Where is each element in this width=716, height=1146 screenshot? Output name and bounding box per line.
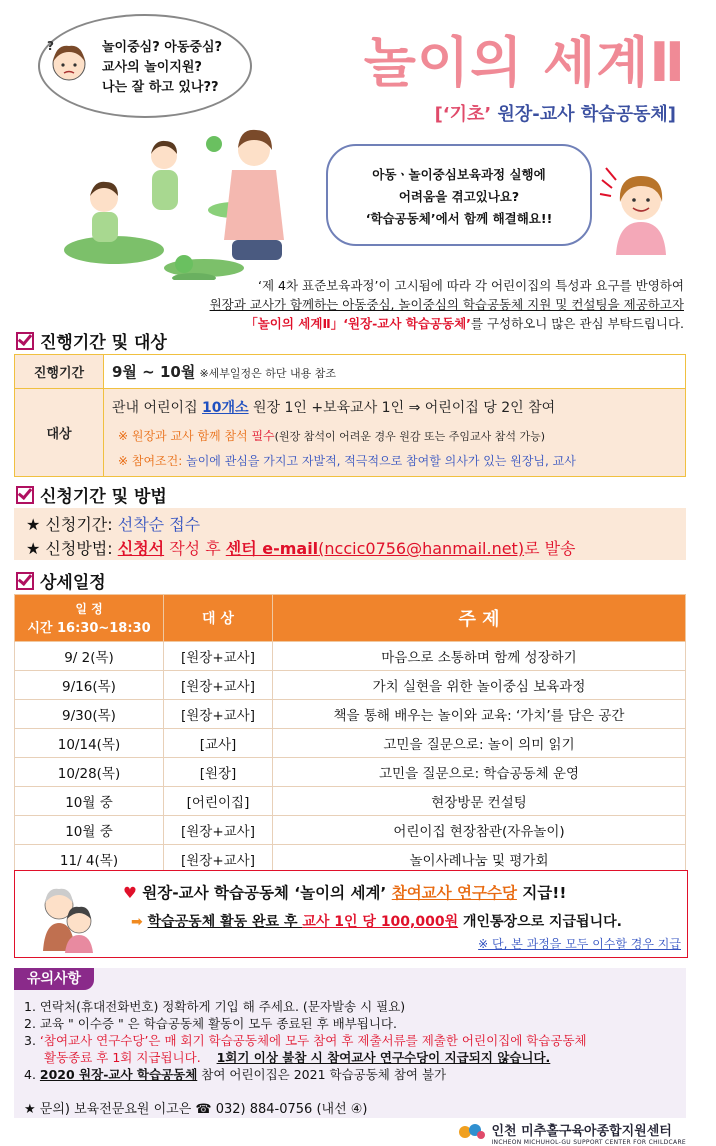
row-date: 9/16(목) [15,671,164,700]
row-target: [교사] [164,729,273,758]
section-title-text: 상세일정 [40,573,106,593]
row-date: 10월 중 [15,816,164,845]
row-date: 10월 중 [15,787,164,816]
intro-paragraph [84,276,684,333]
center-logo-icon [457,1120,487,1142]
stipend-highlight: 참여교사 연구수당 [391,884,517,902]
table-row [15,758,686,787]
target-label: 대상 [15,389,104,477]
checkbox-icon [16,486,34,504]
row-date: 9/ 2(목) [15,642,164,671]
note-red-text: 활동종료 후 1회 지급됩니다. [44,1050,201,1065]
note-item [24,1066,684,1083]
center-email-label: 센터 e-mail [225,539,319,558]
note-rest: (원장 참석이 어려운 경우 원감 또는 주임교사 참석 가능) [274,429,545,443]
note-number: 4. [24,1067,40,1082]
header-time-label: 시간 16:30~18:30 [27,621,151,636]
org-name-en: INCHEON MICHUHOL-GU SUPPORT CENTER FOR CHILDCARE [491,1139,686,1146]
period-value: 9월 ~ 10월 [112,363,196,381]
period-note: ※세부일정은 하단 내용 참조 [199,367,337,380]
row-topic: 가치 실현을 위한 놀이중심 보육과정 [273,671,686,700]
notes-tag: 유의사항 [14,968,94,990]
row-date: 9/30(목) [15,700,164,729]
apply-method-label: ★ 신청방법: [26,539,118,558]
target-text: 관내 어린이집 [112,399,203,416]
apply-period [26,512,200,535]
intro-line [84,314,684,333]
note-bold: 2020 원장-교사 학습공동체 [39,1067,198,1082]
row-topic: 마음으로 소통하며 함께 성장하기 [273,642,686,671]
row-target: [원장+교사] [164,671,273,700]
stipend-detail [131,911,622,931]
speech-line: 아동ㆍ놀이중심보육과정 실행에 [372,167,546,182]
row-target: [어린이집] [164,787,273,816]
table-row [15,671,686,700]
subtitle-quote: [‘기초’ [434,104,492,125]
email-link[interactable]: (nccic0756@hanmail.net) [318,539,525,558]
header-topic: 주 제 [273,595,686,642]
stipend-amount: 교사 1인 당 100,000원 [302,914,459,930]
header-date-label: 일 정 [75,602,103,616]
row-target: [원장+교사] [164,845,273,874]
table-row [15,700,686,729]
apply-method-end: 로 발송 [524,539,576,558]
arrow-right-icon: ➡ [131,914,148,930]
speech-line: 어려움을 겪고있나요? [398,189,520,204]
program-name: 「놀이의 세계Ⅱ」‘원장-교사 학습공동체’ [245,316,471,331]
children-playing-illustration [44,100,304,280]
intro-line-underlined: 원장과 교사가 함께하는 아동중심, 놀이중심의 학습공동체 지원 및 컨설팅을 제공하고자 [209,297,684,312]
apply-period-value: 선착순 접수 [117,515,201,534]
row-date: 10/14(목) [15,729,164,758]
table-row [15,729,686,758]
speech-line: ‘학습공동체’에서 함께 해결해요!! [365,211,553,226]
contact-info: ★ 문의) 보육전문요원 이고은 ☎ 032) 884-0756 (내선 ④) [24,1102,368,1117]
target-count: 10개소 [202,399,249,416]
header-date [15,595,164,642]
thought-line: 교사의 놀이지원? [102,60,202,75]
row-topic: 놀이사례나눔 및 평가회 [273,845,686,874]
target-text: 원장 1인 +보육교사 1인 ⇒ 어린이집 당 2인 참여 [248,399,556,416]
table-row [15,816,686,845]
checkbox-icon [16,332,34,350]
intro-line [84,295,684,314]
row-date: 11/ 4(목) [15,845,164,874]
heart-icon: ♥ [123,884,137,902]
apply-period-label: ★ 신청기간: [26,515,118,534]
stipend-box [14,870,688,958]
footer-logo [491,1120,686,1146]
row-topic: 현장방문 컨설팅 [273,787,686,816]
target-note-1 [112,427,677,444]
section-title-text: 신청기간 및 방법 [40,487,167,507]
note-prefix: ※ [118,428,132,443]
page-title: 놀이의 세계Ⅱ [363,31,686,94]
note-warning: 1회기 이상 불참 시 참여교사 연구수당이 지급되지 않습니다. [216,1050,551,1065]
row-topic: 고민을 질문으로: 학습공동체 운영 [273,758,686,787]
row-target: [원장+교사] [164,700,273,729]
svg-text:?: ? [47,39,54,53]
org-name: 인천 미추홀구육아종합지원센터 [491,1124,672,1139]
row-topic: 책을 통해 배우는 놀이와 교육: ‘가치’를 담은 공간 [273,700,686,729]
subtitle-rest: 원장-교사 학습공동체] [491,104,676,125]
schedule-table [14,594,686,874]
row-target: [원장+교사] [164,816,273,845]
row-target: [원장+교사] [164,642,273,671]
stipend-condition: ※ 단, 본 과정을 모두 이수할 경우 지급 [478,937,681,951]
target-note-2 [112,452,677,469]
note-item [24,1049,684,1066]
row-topic: 고민을 질문으로: 놀이 의미 읽기 [273,729,686,758]
speech-bubble [326,144,592,246]
period-table [14,354,686,477]
section-title-apply [16,482,167,507]
row-date: 10/28(목) [15,758,164,787]
section-title-period [16,328,167,353]
note-prefix: ※ 참여조건: [118,453,187,468]
page-subtitle [435,100,676,126]
period-label: 진행기간 [15,355,104,389]
grandparents-illustration [29,877,105,953]
thought-line: 놀이중심? 아동중심? [102,40,223,55]
stipend-headline-end: 지급!! [516,884,567,902]
stipend-detail-text: 학습공동체 활동 완료 후 [147,914,303,930]
thought-line: 나는 잘 하고 있나?? [102,80,219,95]
row-target: [원장] [164,758,273,787]
smiling-teacher-illustration [596,160,686,260]
notes-list [24,998,684,1083]
apply-method [26,536,576,559]
application-form-link[interactable]: 신청서 [117,539,165,558]
note-item [24,1032,684,1049]
note-orange: 원장과 교사 함께 참석 [131,428,252,443]
target-line [112,397,677,417]
row-topic: 어린이집 현장참관(자유놀이) [273,816,686,845]
note-red-text: ‘참여교사 연구수당’은 매 회기 학습공동체에 모두 참여 후 제출서류를 제출한 어린이집에 학습공동체 [39,1033,587,1048]
note-item: 1. 연락처(휴대전화번호) 정확하게 기입 해 주세요. (문자발송 시 필요) [24,999,406,1014]
confused-teacher-illustration [46,38,92,86]
apply-box [14,508,686,560]
intro-line: ‘제 4차 표준보육과정’이 고시됨에 따라 각 어린이집의 특성과 요구를 반영하여 [258,278,684,293]
header-target: 대 상 [164,595,273,642]
target-value-cell [104,389,686,477]
table-row [15,787,686,816]
intro-line-rest: 를 구성하오니 많은 관심 부탁드립니다. [470,316,684,331]
note-number: 3. [24,1033,40,1048]
note-item: 2. 교육 " 이수증 " 은 학습공동체 활동이 모두 종료된 후 배부됩니다. [24,1016,397,1031]
note-required: 필수 [251,428,275,443]
section-title-text: 진행기간 및 대상 [40,333,167,353]
period-value-cell [104,355,686,389]
apply-method-text: 작성 후 [164,539,226,558]
note-blue: 놀이에 관심을 가지고 자발적, 적극적으로 참여할 의사가 있는 원장님, 교사 [186,453,576,468]
checkbox-icon [16,572,34,590]
note-text: 참여 어린이집은 2021 학습공동체 참여 불가 [197,1067,447,1082]
stipend-headline-text: 원장-교사 학습공동체 ‘놀이의 세계’ [136,884,392,902]
section-title-schedule [16,568,106,593]
stipend-headline [123,881,566,903]
table-row [15,642,686,671]
stipend-detail-end: 개인통장으로 지급됩니다. [458,914,622,930]
